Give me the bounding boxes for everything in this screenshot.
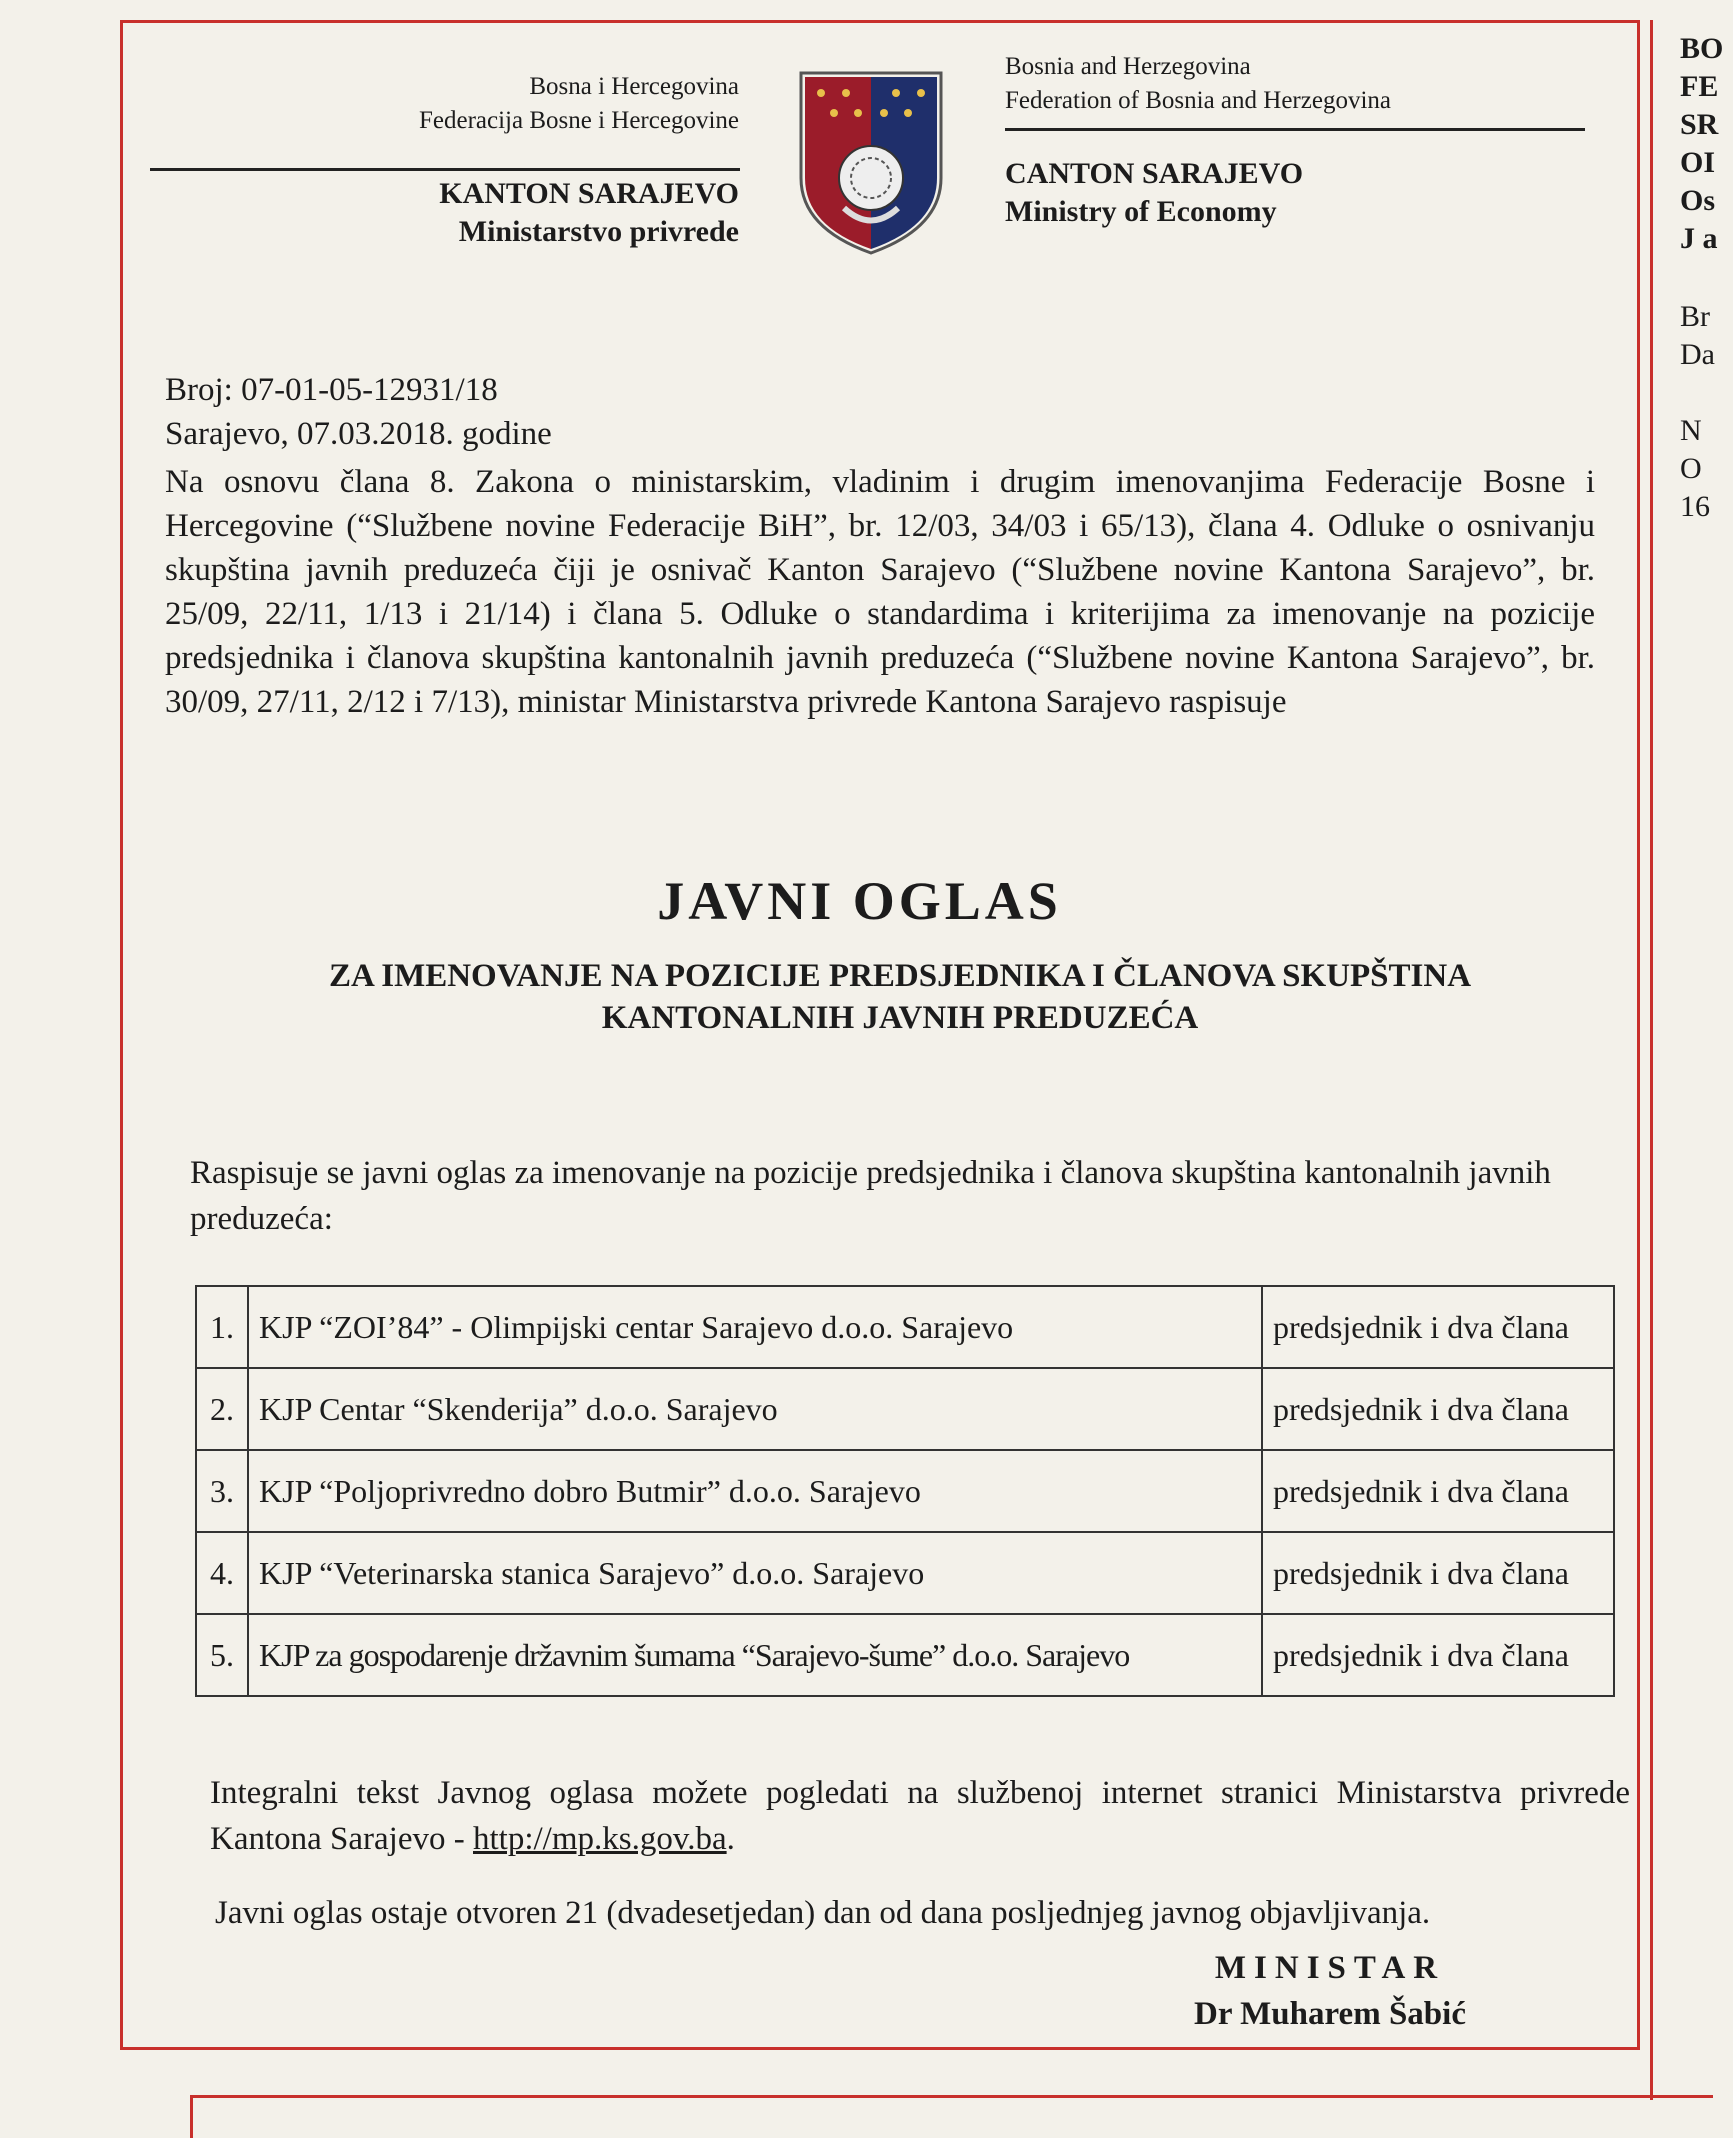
header-divider-right <box>1005 128 1585 131</box>
integral-text: Integralni tekst Javnog oglasa možete pogledati na službenoj internet stranici Ministarstva privrede Kantona Sarajevo - <box>210 1775 1630 1857</box>
company-name: KJP Centar “Skenderija” d.o.o. Sarajevo <box>248 1368 1262 1450</box>
header-left-institution <box>439 175 739 251</box>
adjacent-page-column <box>1680 30 1724 526</box>
table-row <box>196 1368 1614 1450</box>
canton-name: KANTON SARAJEVO <box>439 177 739 210</box>
adjacent-line: OI <box>1680 146 1716 179</box>
subtitle-line: KANTONALNIH JAVNIH PREDUZEĆA <box>601 1000 1199 1036</box>
signature-block <box>1130 1945 1530 2037</box>
integral-text-end: . <box>726 1821 735 1857</box>
canton-name-en: CANTON SARAJEVO <box>1005 157 1304 190</box>
intro-paragraph: Raspisuje se javni oglas za imenovanje na pozicije predsjednika i članova skupština kantonalnih javnih preduzeća: <box>190 1155 1551 1237</box>
federation-name: Federacija Bosne i Hercegovine <box>418 107 739 134</box>
adjacent-line: SR <box>1680 108 1719 141</box>
position-description: predsjednik i dva člana <box>1262 1532 1614 1614</box>
row-number: 4. <box>196 1532 248 1614</box>
adjacent-line: J a <box>1680 222 1718 255</box>
bottom-frame <box>190 2095 1713 2138</box>
ministry-name: Ministarstvo privrede <box>458 215 739 248</box>
position-description: predsjednik i dva člana <box>1262 1450 1614 1532</box>
adjacent-line: Br <box>1680 300 1710 333</box>
adjacent-line: FE <box>1680 70 1719 103</box>
adjacent-line: N <box>1680 414 1702 447</box>
header-right <box>1005 50 1391 118</box>
row-number: 2. <box>196 1368 248 1450</box>
adjacent-line: BO <box>1680 32 1724 65</box>
adjacent-line <box>1680 374 1720 412</box>
row-number: 1. <box>196 1286 248 1368</box>
company-name: KJP “ZOI’84” - Olimpijski centar Sarajevo d.o.o. Sarajevo <box>248 1286 1262 1368</box>
federation-name-en: Federation of Bosnia and Herzegovina <box>1005 87 1391 114</box>
table-row <box>196 1532 1614 1614</box>
table-row <box>196 1614 1614 1696</box>
adjacent-line: Da <box>1680 338 1715 371</box>
ministry-website-link[interactable]: http://mp.ks.gov.ba <box>473 1821 727 1857</box>
company-name: KJP “Veterinarska stanica Sarajevo” d.o.o. Sarajevo <box>248 1532 1262 1614</box>
integral-text-paragraph <box>210 1770 1630 1862</box>
document-date: Sarajevo, 07.03.2018. godine <box>165 416 552 452</box>
document-subtitle <box>200 955 1600 1039</box>
subtitle-line: ZA IMENOVANJE NA POZICIJE PREDSJEDNIKA I ČLANOVA SKUPŠTINA <box>328 958 1472 994</box>
coat-of-arms-icon <box>796 68 946 258</box>
table-row <box>196 1286 1614 1368</box>
open-period-paragraph: Javni oglas ostaje otvoren 21 (dvadesetjedan) dan od dana posljednjeg javnog objavljivanja. <box>215 1895 1431 1931</box>
position-description: predsjednik i dva člana <box>1262 1368 1614 1450</box>
row-number: 3. <box>196 1450 248 1532</box>
header-right-institution <box>1005 155 1303 231</box>
header-left <box>419 70 739 138</box>
company-name: KJP “Poljoprivredno dobro Butmir” d.o.o. Sarajevo <box>248 1450 1262 1532</box>
position-description: predsjednik i dva člana <box>1262 1286 1614 1368</box>
signatory-name: Dr Muharem Šabić <box>1194 1996 1466 2032</box>
ministry-name-en: Ministry of Economy <box>1005 195 1277 228</box>
adjacent-line: O <box>1680 452 1702 485</box>
country-name-en: Bosnia and Herzegovina <box>1005 53 1251 80</box>
document-meta <box>165 368 552 456</box>
companies-table <box>195 1285 1615 1697</box>
country-name: Bosna i Hercegovina <box>529 73 739 100</box>
legal-preamble: Na osnovu člana 8. Zakona o ministarskim, vladinim i drugim imenovanjima Federacije Bosne i Hercegovine (“Službene novine Federacije BiH”, br. 12/03, 34/03 i 65/13), člana 4. Odluke o osnivanju skupština javnih preduzeća čiji je osnivač Kanton Sarajevo (“Službene novine Kantona Sarajevo”, br. 25/09, 22/11, 1/13 i 21/14) i člana 5. Odluke o standardima i kriterijima za imenovanje na pozicije predsjednika i članova skupština kantonalnih javnih preduzeća (“Službene novine Kantona Sarajevo”, br. 30/09, 27/11, 2/12 i 7/13), ministar Ministarstva privrede Kantona Sarajevo raspisuje <box>165 464 1595 720</box>
company-name: KJP za gospodarenje državnim šumama “Sarajevo-šume” d.o.o. Sarajevo <box>248 1614 1262 1696</box>
table-row <box>196 1450 1614 1532</box>
document-title: JAVNI OGLAS <box>657 871 1062 931</box>
position-description: predsjednik i dva člana <box>1262 1614 1614 1696</box>
header-divider-left <box>150 168 740 171</box>
reference-number: Broj: 07-01-05-12931/18 <box>165 372 498 408</box>
signatory-role: MINISTAR <box>1214 1950 1446 1986</box>
adjacent-line: Os <box>1680 184 1716 217</box>
adjacent-line: 16 <box>1680 490 1710 523</box>
row-number: 5. <box>196 1614 248 1696</box>
